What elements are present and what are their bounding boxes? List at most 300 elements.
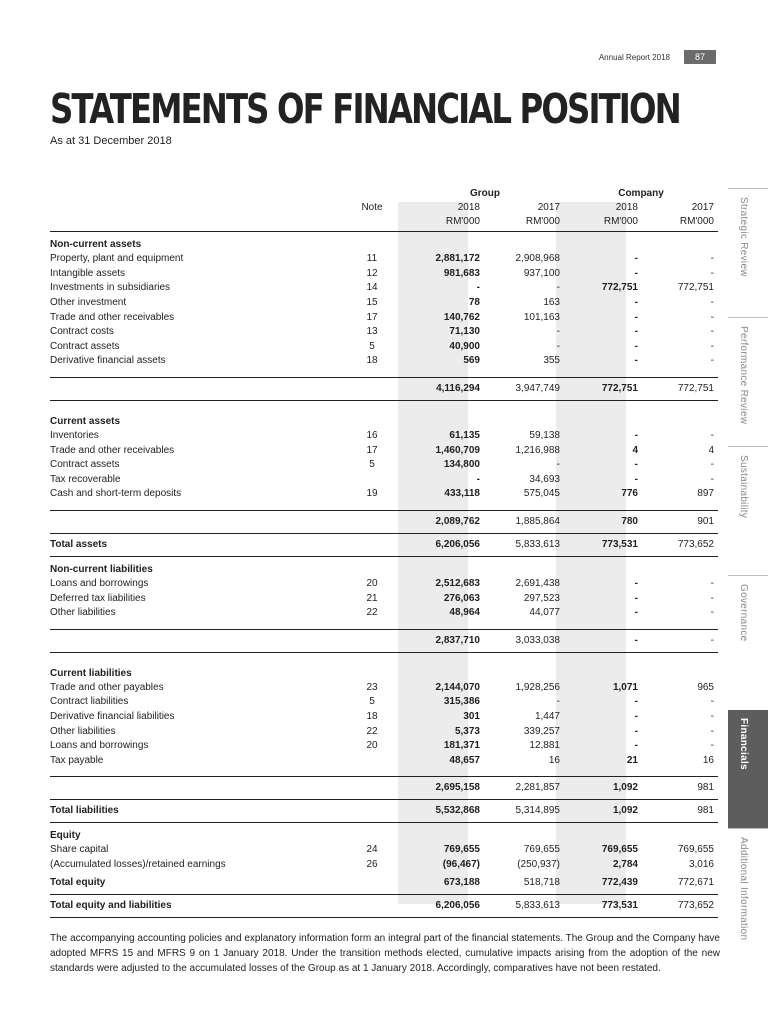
cell: Investments in subsidiaries — [50, 282, 171, 294]
side-tab-label: Additional Information — [738, 837, 749, 941]
cell: 2,695,158 — [406, 777, 484, 800]
line-item-row — [50, 429, 718, 444]
cell — [406, 768, 484, 777]
report-name: Annual Report 2018 — [598, 52, 670, 62]
cell: 981,683 — [443, 267, 480, 279]
cell: 339,257 — [523, 725, 560, 737]
cell — [642, 768, 718, 777]
cell — [564, 661, 642, 681]
cell: 71,130 — [449, 326, 480, 338]
side-tab-label: Sustainability — [738, 455, 749, 519]
cell: - — [634, 311, 638, 323]
cell — [484, 768, 564, 777]
cell — [484, 502, 564, 511]
line-item-row — [50, 443, 718, 458]
cell — [642, 369, 718, 378]
cell — [338, 777, 406, 800]
cell: 26 — [366, 858, 378, 870]
cell: Loans and borrowings — [50, 740, 149, 752]
spacer-row — [50, 369, 718, 378]
cell — [564, 502, 642, 511]
cell: 772,751 — [642, 377, 718, 400]
section-heading: Current assets — [50, 415, 121, 427]
cell — [338, 753, 406, 768]
cell: - — [634, 592, 638, 604]
section-heading: Non-current assets — [50, 239, 142, 250]
cell — [50, 652, 338, 661]
cell — [338, 823, 406, 844]
line-item-row — [50, 267, 718, 282]
page-number: 87 — [684, 50, 716, 64]
cell — [50, 187, 338, 201]
total-row — [50, 872, 718, 895]
financial-position-table — [50, 187, 718, 918]
cell: 78 — [468, 297, 480, 309]
cell: (250,937) — [517, 858, 560, 870]
total-label: Total liabilities — [50, 800, 338, 823]
cell — [642, 409, 718, 429]
cell: - — [710, 340, 714, 352]
group-header: Group — [470, 188, 500, 199]
cell: Inventories — [50, 430, 99, 442]
cell: Tax recoverable — [50, 473, 121, 485]
header-group-row — [50, 187, 718, 201]
cell: 181,371 — [443, 740, 480, 752]
side-tab-additional-information[interactable] — [728, 828, 768, 959]
cell: 20 — [366, 578, 378, 590]
cell — [642, 232, 718, 253]
cell — [338, 533, 406, 556]
cell — [564, 400, 642, 409]
cell: - — [710, 740, 714, 752]
cell: 2018 — [615, 202, 638, 213]
cell: - — [710, 578, 714, 590]
cell: 772,671 — [642, 872, 718, 895]
cell: 40,900 — [449, 340, 480, 352]
cell — [564, 409, 642, 429]
section-heading-row — [50, 556, 718, 577]
cell: 297,523 — [523, 592, 560, 604]
cell: - — [710, 355, 714, 367]
cell — [642, 661, 718, 681]
cell — [338, 187, 406, 201]
cell: 772,439 — [564, 872, 642, 895]
cell — [338, 502, 406, 511]
cell: 981 — [642, 800, 718, 823]
cell: Derivative financial assets — [50, 355, 166, 367]
cell — [50, 400, 338, 409]
cell: - — [556, 282, 560, 294]
cell — [406, 502, 484, 511]
cell: 518,718 — [484, 872, 564, 895]
line-item-row — [50, 681, 718, 696]
cell — [50, 377, 338, 400]
cell — [50, 201, 338, 215]
cell — [50, 510, 338, 533]
cell: 6,206,056 — [406, 533, 484, 556]
cell: Trade and other payables — [50, 681, 164, 693]
section-heading-row — [50, 823, 718, 844]
cell: Cash and short-term deposits — [50, 488, 182, 500]
section-heading-row — [50, 232, 718, 253]
cell — [50, 215, 338, 232]
company-header: Company — [618, 188, 664, 199]
cell: (Accumulated losses)/retained earnings — [50, 858, 226, 870]
cell — [406, 556, 484, 577]
cell — [338, 652, 406, 661]
cell: - — [634, 725, 638, 737]
cell: 772,751 — [601, 282, 638, 294]
cell: - — [710, 725, 714, 737]
cell: 897 — [697, 488, 714, 500]
cell: 2,784 — [612, 858, 638, 870]
cell: 163 — [543, 297, 560, 309]
line-item-row — [50, 710, 718, 725]
cell: Tax payable — [50, 754, 104, 766]
section-heading-row — [50, 661, 718, 681]
cell — [406, 652, 484, 661]
cell: Other liabilities — [50, 725, 116, 737]
cell: 5 — [369, 340, 375, 352]
cell: 15 — [366, 297, 378, 309]
cell — [642, 556, 718, 577]
cell: 2,881,172 — [435, 253, 480, 265]
cell: 1,092 — [564, 800, 642, 823]
cell: 1,216,988 — [515, 444, 560, 456]
cell: 1,928,256 — [515, 681, 560, 693]
cell — [50, 621, 338, 630]
cell — [338, 872, 406, 895]
line-item-row — [50, 858, 718, 873]
cell — [564, 232, 642, 253]
cell — [50, 369, 338, 378]
cell: 2,837,710 — [406, 629, 484, 652]
cell: 773,652 — [642, 895, 718, 918]
cell — [50, 629, 338, 652]
cell — [484, 369, 564, 378]
cell — [338, 377, 406, 400]
total-label: Total assets — [50, 533, 338, 556]
cell: - — [710, 430, 714, 442]
cell: - — [710, 311, 714, 323]
cell: Other liabilities — [50, 607, 116, 619]
cell — [338, 215, 406, 232]
cell — [642, 621, 718, 630]
side-tab-governance[interactable] — [728, 575, 768, 711]
cell: Contract assets — [50, 340, 120, 352]
subtotal-row — [50, 377, 718, 400]
side-tab-label: Financials — [738, 718, 749, 770]
cell — [50, 768, 338, 777]
spacer-row — [50, 502, 718, 511]
cell: 24 — [366, 844, 378, 856]
cell: - — [710, 253, 714, 265]
cell: - — [476, 282, 480, 294]
line-item-row — [50, 739, 718, 754]
cell: 575,045 — [523, 488, 560, 500]
cell — [406, 661, 484, 681]
cell: - — [634, 459, 638, 471]
cell: 12 — [366, 267, 378, 279]
header-year-row — [50, 201, 718, 215]
cell — [338, 473, 406, 488]
cell: 3,947,749 — [484, 377, 564, 400]
cell: 1,092 — [564, 777, 642, 800]
cell — [564, 768, 642, 777]
cell — [642, 652, 718, 661]
cell: - — [634, 297, 638, 309]
cell: 140,762 — [443, 311, 480, 323]
total-label: Total equity — [50, 872, 338, 895]
cell: 4,116,294 — [406, 377, 484, 400]
cell: Loans and borrowings — [50, 578, 149, 590]
cell: 2,281,857 — [484, 777, 564, 800]
cell: Contract costs — [50, 326, 114, 338]
line-item-row — [50, 252, 718, 267]
cell: 34,693 — [529, 473, 560, 485]
cell: - — [710, 696, 714, 708]
cell: 433,118 — [444, 488, 480, 500]
cell: 48,964 — [449, 607, 480, 619]
cell — [642, 400, 718, 409]
cell — [484, 556, 564, 577]
cell: - — [634, 267, 638, 279]
cell: 776 — [621, 488, 638, 500]
cell: 673,188 — [406, 872, 484, 895]
cell: 981 — [642, 777, 718, 800]
subtotal-row — [50, 777, 718, 800]
cell: - — [634, 430, 638, 442]
cell: 2,089,762 — [406, 510, 484, 533]
cell: - — [710, 326, 714, 338]
spacer-row — [50, 768, 718, 777]
cell: 2,512,683 — [435, 578, 480, 590]
cell: 5,833,613 — [484, 533, 564, 556]
page-subtitle: As at 31 December 2018 — [50, 135, 172, 147]
cell: - — [710, 267, 714, 279]
cell: - — [556, 326, 560, 338]
line-item-row — [50, 487, 718, 502]
header-unit-row — [50, 215, 718, 232]
cell: 5 — [369, 459, 375, 471]
cell — [564, 652, 642, 661]
cell — [406, 232, 484, 253]
side-tab-performance-review[interactable] — [728, 317, 768, 447]
cell: - — [634, 607, 638, 619]
line-item-row — [50, 724, 718, 739]
cell — [484, 400, 564, 409]
cell: 772,751 — [564, 377, 642, 400]
side-tab-label: Governance — [738, 584, 749, 642]
cell: - — [710, 473, 714, 485]
cell: 1,071 — [612, 681, 638, 693]
cell: 16 — [702, 754, 714, 766]
line-item-row — [50, 354, 718, 369]
cell: Intangible assets — [50, 267, 126, 279]
cell — [338, 661, 406, 681]
cell: 14 — [366, 282, 378, 294]
cell — [564, 556, 642, 577]
line-item-row — [50, 340, 718, 355]
cell: - — [634, 326, 638, 338]
cell: - — [556, 696, 560, 708]
cell — [564, 369, 642, 378]
cell: 18 — [366, 710, 378, 722]
cell — [484, 409, 564, 429]
cell — [338, 409, 406, 429]
cell — [406, 823, 484, 844]
cell: 769,655 — [443, 844, 480, 856]
cell: 772,751 — [677, 282, 714, 294]
line-item-row — [50, 591, 718, 606]
cell: 2,908,968 — [515, 253, 560, 265]
side-tab-strategic-review[interactable] — [728, 188, 768, 318]
line-item-row — [50, 577, 718, 592]
cell — [338, 768, 406, 777]
cell: 17 — [366, 311, 378, 323]
cell: - — [634, 710, 638, 722]
cell: - — [710, 592, 714, 604]
cell: 19 — [366, 488, 378, 500]
cell: 2,691,438 — [515, 578, 560, 590]
cell — [564, 823, 642, 844]
line-item-row — [50, 281, 718, 296]
cell: 5,532,868 — [406, 800, 484, 823]
cell: 101,163 — [523, 311, 560, 323]
cell: 2017 — [691, 202, 714, 213]
cell — [564, 621, 642, 630]
cell: 59,138 — [529, 430, 560, 442]
side-tab-label: Performance Review — [738, 326, 749, 425]
cell: Deferred tax liabilities — [50, 592, 146, 604]
cell — [338, 369, 406, 378]
cell: 2017 — [537, 202, 560, 213]
cell: 937,100 — [523, 267, 560, 279]
section-heading: Non-current liabilities — [50, 563, 153, 575]
cell — [338, 621, 406, 630]
spacer-row — [50, 621, 718, 630]
cell: 1,460,709 — [435, 444, 480, 456]
cell: Trade and other receivables — [50, 311, 175, 323]
cell — [642, 823, 718, 844]
line-item-row — [50, 753, 718, 768]
cell: - — [556, 459, 560, 471]
cell — [338, 629, 406, 652]
cell — [338, 510, 406, 533]
cell: Property, plant and equipment — [50, 253, 184, 265]
cell — [484, 232, 564, 253]
line-item-row — [50, 310, 718, 325]
cell: 2018 — [457, 202, 480, 213]
cell: - — [642, 629, 718, 652]
cell: 17 — [366, 444, 378, 456]
side-tab-financials[interactable] — [728, 710, 768, 828]
cell — [484, 621, 564, 630]
cell — [406, 409, 484, 429]
footnote: The accompanying accounting policies and explanatory information form an integral part of the financial statements. The Group and the Company have adopted MFRS 15 and MFRS 9 on 1 January 2018. Under the transition methods elected, cumulative impacts arising from the adoption of the new standards were adjusted to the accumulated losses of the Group as at 1 January 2018. Accordingly, comparatives have not been restated. — [50, 933, 720, 974]
cell: - — [634, 740, 638, 752]
cell: - — [634, 355, 638, 367]
cell: - — [556, 340, 560, 352]
spacer-row — [50, 400, 718, 409]
cell: 6,206,056 — [406, 895, 484, 918]
page-header — [599, 50, 716, 64]
cell: 22 — [366, 725, 378, 737]
cell: - — [634, 473, 638, 485]
cell: 44,077 — [529, 607, 560, 619]
cell — [484, 652, 564, 661]
total-label: Total equity and liabilities — [50, 895, 338, 918]
cell: 23 — [366, 681, 378, 693]
cell: - — [634, 340, 638, 352]
total-row — [50, 895, 718, 918]
cell: 2,144,070 — [435, 681, 480, 693]
line-item-row — [50, 458, 718, 473]
line-item-row — [50, 325, 718, 340]
cell — [642, 502, 718, 511]
cell: 16 — [366, 430, 378, 442]
line-item-row — [50, 473, 718, 488]
cell: 773,531 — [564, 533, 642, 556]
cell: RM'000 — [484, 215, 564, 232]
cell: 569 — [463, 355, 480, 367]
cell: - — [634, 578, 638, 590]
note-header: Note — [361, 202, 383, 213]
line-item-row — [50, 843, 718, 858]
spacer-row — [50, 652, 718, 661]
cell: 355 — [543, 355, 560, 367]
page-title: STATEMENTS OF FINANCIAL POSITION — [50, 85, 680, 133]
section-heading: Current liabilities — [50, 667, 132, 679]
cell: 1,447 — [534, 710, 560, 722]
total-row — [50, 800, 718, 823]
cell: 5,314,895 — [484, 800, 564, 823]
cell: 20 — [366, 740, 378, 752]
section-heading-row — [50, 409, 718, 429]
cell — [50, 777, 338, 800]
cell: Contract assets — [50, 459, 120, 471]
line-item-row — [50, 296, 718, 311]
cell: - — [710, 710, 714, 722]
cell: (96,467) — [442, 858, 480, 870]
cell: 773,531 — [564, 895, 642, 918]
cell: 134,800 — [443, 459, 480, 471]
cell: 780 — [564, 510, 642, 533]
cell: Contract liabilities — [50, 696, 129, 708]
section-heading: Equity — [50, 830, 81, 842]
cell: - — [634, 253, 638, 265]
cell: 276,063 — [443, 592, 480, 604]
cell — [338, 556, 406, 577]
cell — [484, 661, 564, 681]
cell: 965 — [697, 681, 714, 693]
cell — [406, 369, 484, 378]
cell: Derivative financial liabilities — [50, 710, 175, 722]
cell: 22 — [366, 607, 378, 619]
cell — [338, 232, 406, 253]
cell: Trade and other receivables — [50, 444, 175, 456]
side-tab-sustainability[interactable] — [728, 446, 768, 576]
cell — [338, 895, 406, 918]
cell: 769,655 — [523, 844, 560, 856]
cell: 5,373 — [454, 725, 480, 737]
cell: - — [564, 629, 642, 652]
cell — [484, 823, 564, 844]
cell: 3,016 — [688, 858, 714, 870]
cell: 16 — [548, 754, 560, 766]
cell: 301 — [463, 710, 480, 722]
cell: 773,652 — [642, 533, 718, 556]
